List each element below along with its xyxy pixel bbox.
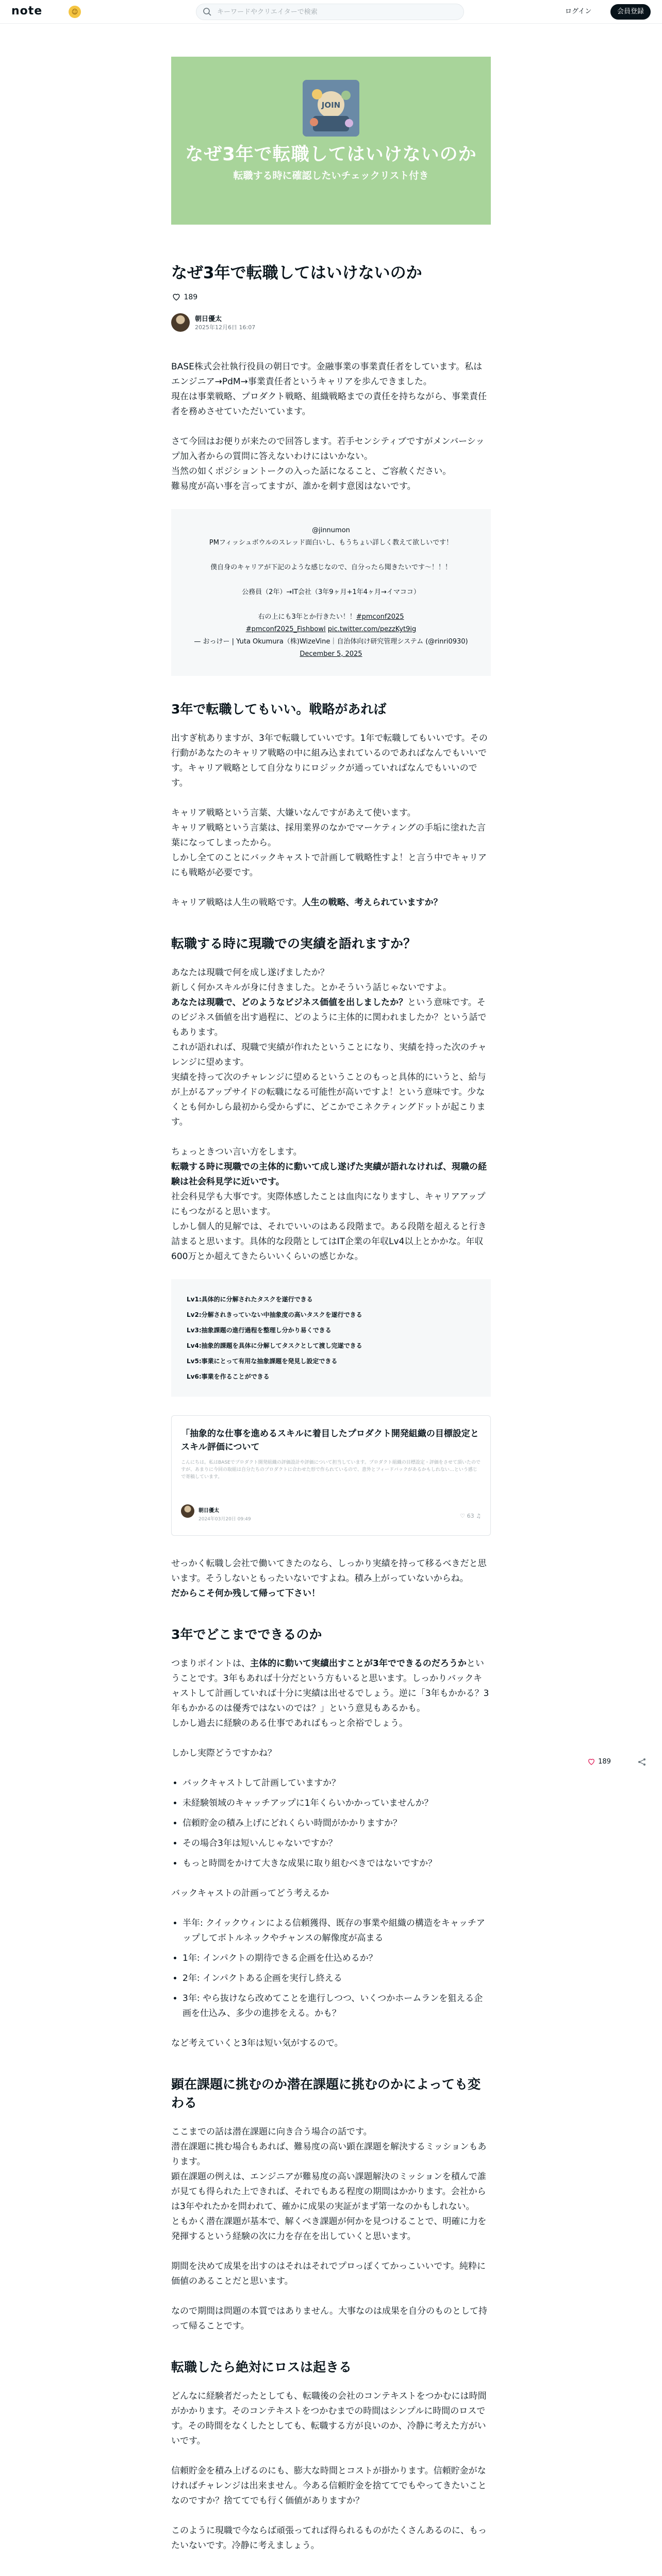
heart-icon	[587, 1757, 596, 1766]
paragraph: つまりポイントは、主体的に動いて実績出すことが3年でできるのだろうかということです。3年もあれば十分だという方もいると思います。しっかりバックキャストして計画していれば十分に実績は出せるでしょう。逆に「3年もかかる？3年もかかるのは優秀ではないのでは？」という意見もあるかも。 しかし過去に経験のある仕事であればもっと余裕でしょう。	[171, 1658, 489, 1728]
list-item: • 2年: インパクトある企画を実行し終える	[183, 1971, 491, 1986]
card-author-avatar	[181, 1504, 194, 1518]
question-list	[183, 1776, 491, 1871]
site-header	[0, 0, 662, 24]
tweet-date-link[interactable]: December 5, 2025	[300, 650, 362, 658]
level-item: Lv5:事業にとって有用な抽象課題を発見し設定できる	[187, 1358, 338, 1365]
hashtag-link[interactable]: #pmconf2025_Fishbowl	[245, 625, 326, 633]
paragraph: ちょっときつい言い方をします。 転職する時に現職での主体的に動いて成し遂げた実績が語れなければ、現職の経験は社会科見学に近いです。 社会科見学も大事です。実際体感したことは血肉になりますし、キャリアアップにもつながると思います。 しかし個人的見解では、それでいいのはある段階まで。ある段階を超えると行き詰まると思います。具体的な段階としてはIT企業の年収Lv4以上とかかな。年収600万とか超えてきたらいいくらいの感じかな。	[171, 1147, 487, 1262]
paragraph: なので期間は問題の本質ではありません。大事なのは成果を自分のものとして持って帰ることです。	[171, 2306, 488, 2331]
plan-list	[183, 1916, 491, 2021]
eyecatch-title: なぜ3年で転職してはいけないのか	[185, 144, 477, 165]
paragraph: BASE株式会社執行役員の朝日です。金融事業の事業責任者をしています。私はエンジニア→PdM→事業責任者というキャリアを歩んできました。 現在は事業戦略、プロダクト戦略、組織戦略までの責任を持ちながら、事業責任者を務めさせていただいています。	[171, 362, 487, 417]
list-item: • その場合3年は短いんじゃないですか？	[183, 1836, 491, 1851]
tweet-handle[interactable]: @jinnumon	[312, 527, 350, 534]
list-item: • もっと時間をかけて大きな成果に取り組むべきではないですか？	[183, 1856, 491, 1871]
search-icon	[203, 7, 212, 16]
embedded-tweet[interactable]: @jinnumon PMフィッシュボウルのスレッド面白いし、もうちょい詳しく教えて欲しいです！ 僕自身のキャリアが下記のような感じなので、自分ったら聞きたいです〜！！！ 公務員（2年）→IT会社（3年9ヶ月+1年4ヶ月→イマココ） 右の上にも3年とか行きたい！！#pmconf2025 #pmconf2025_Fishbowl pic.twitter.com/pezzKyt9ig — おっけー | Yuta Okumura（株)WizeVine｜自治体向け研究管理システム (@rinri0930) December 5, 2025	[171, 509, 491, 676]
floating-like-count: 189	[598, 1758, 611, 1766]
paragraph: あなたは現職で何を成し遂げましたか？ 新しく何かスキルが身に付きました。とかそういう話じゃないですよ。 あなたは現職で、どのようなビジネス価値を出しましたか？という意味です。そのビジネス価値を出す過程に、どのように主体的に関われましたか？という話でもあります。 これが語れれば、現職で実績が作れたということになり、実績を持った次のチャレンジに望めます。 実績を持って次のチャレンジに望めるということのもっと具体的にいうと、給与が上がるアップサイドの転職になる可能性が高いですよ！という意味です。少なくとも何かしら最初から受からずに、どこかでこネクティングドットが起こります。	[171, 968, 487, 1127]
publish-date: 2025年12月6日 16:07	[195, 324, 256, 331]
list-item: • 1年: インパクトの期待できる企画を仕込めるか？	[183, 1951, 491, 1966]
signup-button[interactable]: 会員登録	[610, 4, 651, 20]
level-item: Lv3:抽象課題の進行過程を整理し分かり易くできる	[187, 1327, 332, 1334]
card-author-name: 朝日優太	[198, 1508, 219, 1514]
paragraph: このように現職で今ならば頑張ってれば得られるものがたくさんあるのに、もったいないです。冷静に考えましょう。	[171, 2526, 487, 2551]
paragraph: さて今回はお便りが来たので回答します。若手センシティブですがメンバーシップ加入者からの質問に答えないわけにはいかない。 当然の如くポジショントークの入った話になること、ご容赦ください。 難易度が高い事を言ってますが、誰かを刺す意図はないです。	[171, 436, 485, 492]
section-heading: 転職する時に現職での実績を語れますか？	[171, 936, 417, 951]
level-item: Lv6:事業を作ることができる	[187, 1373, 270, 1380]
paragraph: せっかく転職し会社で働いてきたのなら、しっかり実績を持って移るべきだと思います。そうしないともったいないですよね。積み上がっていないからね。 だからこそ何か残して帰って下さい！	[171, 1558, 487, 1599]
eyecatch-subtitle: 転職する時に確認したいチェックリスト付き	[233, 170, 429, 181]
list-item: • 半年: クイックウィンによる信頼獲得、既存の事業や組織の構造をキャッチアップしてボトルネックやチャンスの解像度が高まる	[183, 1916, 491, 1946]
login-button[interactable]: ログイン	[565, 8, 592, 15]
level-item: Lv2:分解されきっていない中抽象度の高いタスクを遂行できる	[187, 1311, 362, 1318]
join-illustration-icon	[303, 80, 359, 137]
paragraph: キャリア戦略は人生の戦略です。人生の戦略、考えられていますか？	[171, 897, 442, 908]
list-item: • 未経験領域のキャッチアップに1年くらいかかっていませんか？	[183, 1796, 491, 1811]
tweet-image-link[interactable]: pic.twitter.com/pezzKyt9ig	[327, 625, 417, 633]
mascot-icon: ☺	[69, 6, 81, 18]
paragraph: 信頼貯金を積み上げるのにも、膨大な時間とコストが掛かります。信頼貯金がなければチャレンジは出来ません。今ある信頼貯金を捨ててでもやってきたいことなのですか？捨ててでも行く価値がありますか？	[171, 2466, 487, 2506]
section-heading: 3年で転職してもいい。戦略があれば	[171, 702, 387, 717]
svg-text:JOIN: JOIN	[321, 100, 341, 110]
paragraph: キャリア戦略という言葉、大嫌いなんですがあえて使います。 キャリア戦略という言葉は、採用業界のなかでマーケティングの手垢に塗れた言葉になってしまったから。 しかし全てのことにバックキャストで計画して戦略性すよ！と言う中でキャリアにも戦略が必要です。	[171, 808, 487, 878]
paragraph: ここまでの話は潜在課題に向き合う場合の話です。 潜在課題に挑む場合もあれば、難易度の高い顕在課題を解決するミッションもあります。 顕在課題の例えは、エンジニアが難易度の高い課題解決のミッションを積んで誰が見ても得られた上できれば、それでもある程度の期間はかかります。会社からは3年やれたかを問われて、確かに成果の実証がまず第一なのかもしれない。 ともかく潜在課題が基本で、解くべき課題が何かを見つけることで、明確に力を発揮するという経験の次に力を存在を出していくと思います。	[171, 2127, 487, 2242]
list-item: • 3年: やら抜けなら改めてことを進行しつつ、いくつかホームランを狙える企画を仕込み、多少の進捗をえる。かも？	[183, 1991, 491, 2021]
list-item: • 信頼貯金の積み上げにどれくらい時間がかかりますか？	[183, 1816, 491, 1831]
like-count: 189	[184, 293, 198, 301]
paragraph: 出すぎ杭ありますが、3年で転職していいです。1年で転職してもいいです。その行動があなたのキャリア戦略の中に組み込まれているのであればなんでもいいです。キャリア戦略として自分なりにロジックが通っていればなんでもいいのです。	[171, 733, 488, 788]
note-logo[interactable]: note	[11, 5, 43, 18]
list-item: • バックキャストして計画していますか？	[183, 1776, 491, 1791]
card-date: 2024年03月20日 09:49	[198, 1517, 251, 1522]
section-heading: 3年でどこまでできるのか	[171, 1627, 322, 1642]
paragraph: など考えていくと3年は短い気がするので。	[171, 2038, 343, 2048]
level-list	[171, 1279, 491, 1397]
eyecatch-image	[171, 57, 491, 225]
card-title[interactable]: 「抽象的な仕事を進めるスキルに着目したプロダクト開発組織の目標設定とスキル評価について	[181, 1429, 479, 1452]
paragraph: バックキャストの計画ってどう考えるか	[171, 1888, 329, 1899]
heart-icon	[171, 292, 181, 302]
author-info[interactable]	[171, 312, 491, 333]
card-stats: ♡ 63 ♫	[460, 1513, 481, 1519]
article-title: なぜ3年で転職してはいけないのか	[171, 264, 422, 282]
hashtag-link[interactable]: #pmconf2025	[356, 613, 404, 621]
level-item: Lv1:具体的に分解されたタスクを遂行できる	[187, 1296, 313, 1303]
paragraph: どんなに経験者だったとしても、転職後の会社のコンテキストをつかむには時間がかかります。そのコンテキストをつかむまでの時間はシンプルに時間のロスです。その時間をなくしたとしても、転職する方が良いのか、冷静に考えた方がいいです。	[171, 2391, 487, 2446]
share-icon[interactable]	[637, 1757, 647, 1767]
card-description: こんにちは。私はBASEでプロダクト開発組織の評価設計や評価について担当しています。プロダクト組織の目標設定・評価をさせて頂いたのですが、あまりに今回の取組は自分たちのプロダクトに合わせた形で作られているので、意外とフィードバックがあるかもしれない…という感じで寄稿しています。	[181, 1460, 481, 1480]
embedded-article-card[interactable]	[171, 1415, 491, 1536]
like-button[interactable]	[171, 292, 197, 303]
author-name[interactable]: 朝日優太	[195, 315, 222, 323]
paragraph: しかし実際どうですかね？	[171, 1748, 276, 1758]
author-avatar[interactable]	[171, 313, 190, 332]
paragraph: 期間を決めて成果を出すのはそれはそれでプロっぽくてかっこいいです。純粋に価値のあることだと思います。	[171, 2261, 486, 2286]
search-box[interactable]	[196, 4, 464, 20]
search-input[interactable]	[217, 7, 454, 17]
section-heading: 転職したら絶対にロスは起きる	[171, 2360, 352, 2375]
section-heading: 顕在課題に挑むのか潜在課題に挑むのかによっても変わる	[171, 2077, 481, 2110]
floating-like-button[interactable]	[587, 1757, 611, 1766]
article-body	[171, 360, 491, 2568]
level-item: Lv4:抽象的課題を具体に分解してタスクとして渡し完遂できる	[187, 1342, 362, 1349]
